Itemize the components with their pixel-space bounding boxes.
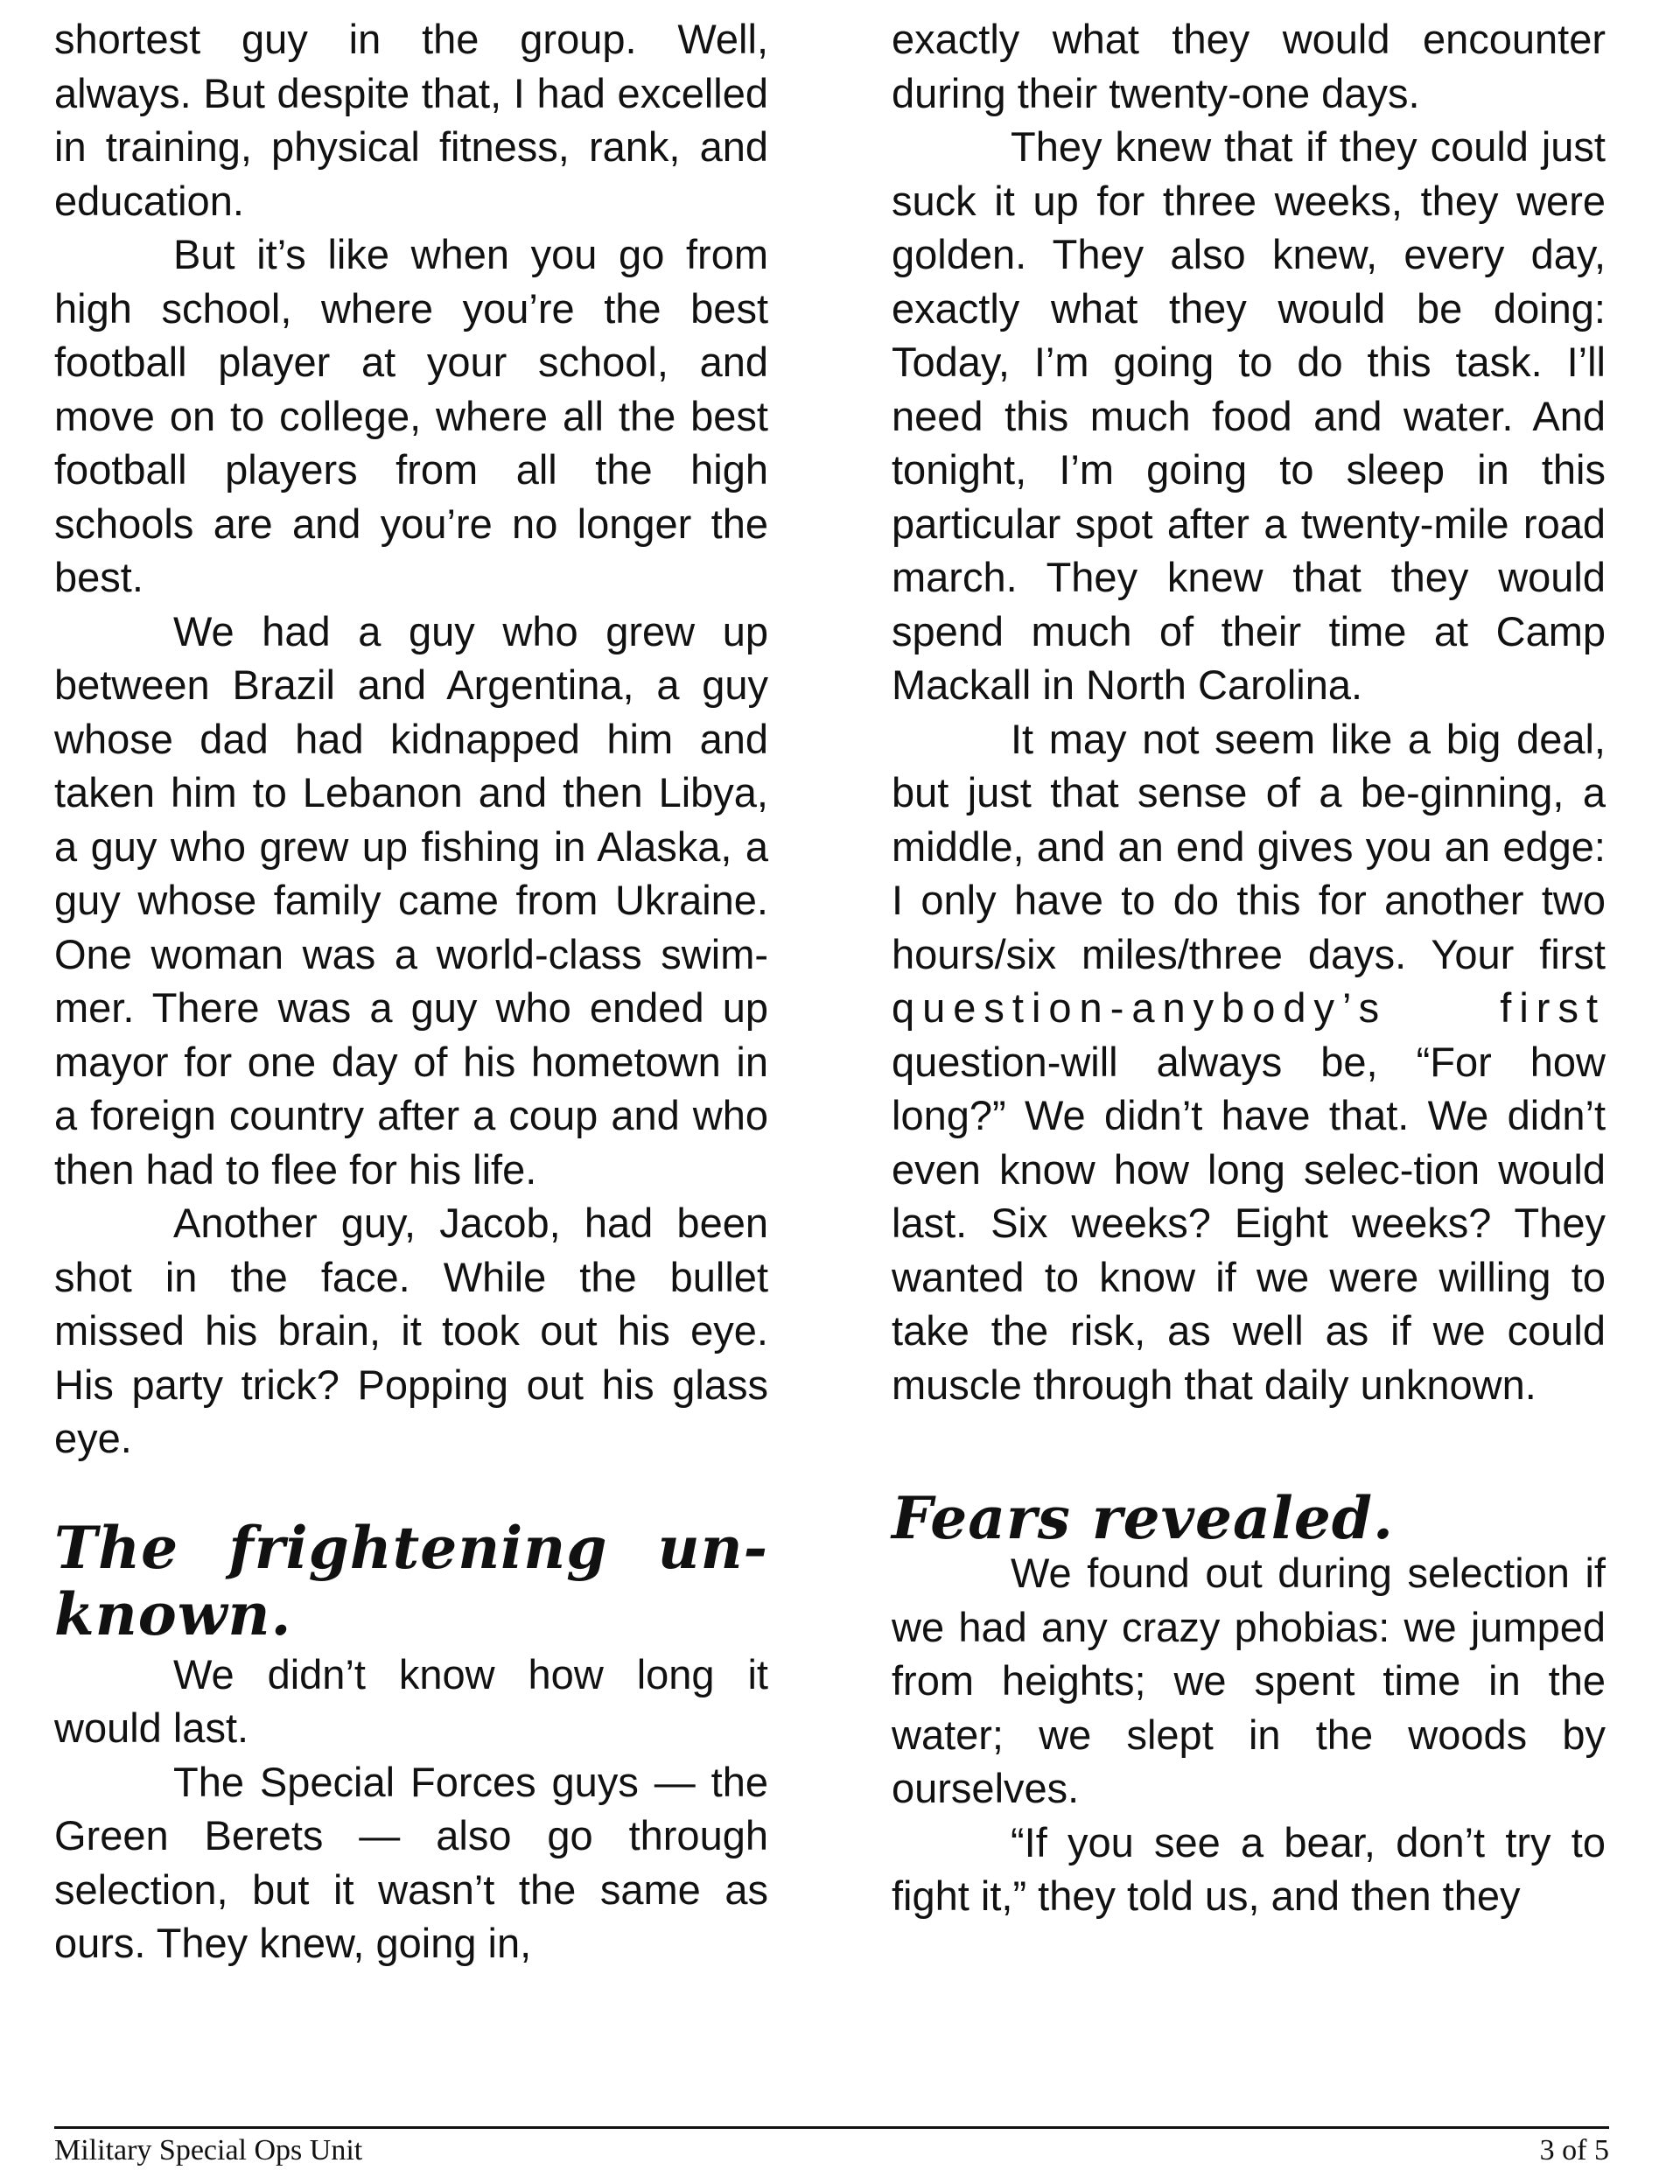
paragraph: We had a guy who grew up between Brazil and Argentina, a guy whose dad had kidnapped him and taken him to Lebanon and then Libya, a guy who grew up fishing in Alaska, a guy whose family came from Ukraine. One woman was a world-class swim-mer. There was a guy who ended up mayor for one day of his hometown in a foreign country after a coup and who then had to flee for his life. bbox=[54, 607, 768, 1193]
section-heading: The frightening un-known. bbox=[54, 1513, 768, 1648]
paragraph: We didn’t know how long it would last. bbox=[54, 1650, 768, 1751]
paragraph bbox=[892, 712, 1606, 1412]
paragraph: shortest guy in the group. Well, always. But despite that, I had excelled in training, physical fitness, rank, and education. bbox=[54, 16, 768, 224]
section-heading: Fears revealed. bbox=[892, 1484, 1394, 1552]
spaced-text: question-anybody’s first bbox=[892, 984, 1606, 1031]
right-column bbox=[892, 12, 1606, 1923]
paragraph-text: question-will always be, “For how long?” We didn’t have that. We didn’t even know how long selec-tion would last. Six weeks? Eight weeks? They wanted to know if we were willing to take the risk, as well as if we could muscle through that daily unknown. bbox=[892, 1038, 1606, 1408]
page-number: 3 of 5 bbox=[1539, 2134, 1609, 2166]
paragraph: “If you see a bear, don’t try to fight it,” they told us, and then they bbox=[892, 1818, 1606, 1919]
paragraph: The Special Forces guys — the Green Berets — also go through selection, but it wasn’t the same as ours. They knew, going in, bbox=[54, 1758, 768, 1966]
left-column bbox=[54, 12, 768, 1970]
paragraph: But it’s like when you go from high school, where you’re the best football player at your school, and move on to college, where all the best football players from all the high schools are and you’re no longer the best. bbox=[54, 231, 768, 600]
footer-title: Military Special Ops Unit bbox=[54, 2134, 363, 2166]
paragraph: We found out during selection if we had any crazy phobias: we jumped from heights; we spent time in the water; we slept in the woods by ourselves. bbox=[892, 1550, 1606, 1811]
paragraph: exactly what they would encounter during their twenty-one days. bbox=[892, 16, 1606, 116]
paragraph: They knew that if they could just suck it up for three weeks, they were golden. They also knew, every day, exactly what they would be doing: Today, I’m going to do this task. I’ll need this much food and water. And tonight, I’m going to sleep in this particular spot after a twenty-mile road march. They knew that they would spend much of their time at Camp Mackall in North Carolina. bbox=[892, 123, 1606, 708]
paragraph: Another guy, Jacob, had been shot in the face. While the bullet missed his brain, it took out his eye. His party trick? Popping out his glass eye. bbox=[54, 1200, 768, 1461]
paragraph-text: It may not seem like a big deal, but just that sense of a be-ginning, a middle, and an end gives you an edge: I only have to do this for another two hours/six miles/three days. Your first bbox=[892, 715, 1606, 977]
page-footer bbox=[54, 2132, 1609, 2170]
footer-divider bbox=[54, 2126, 1609, 2129]
